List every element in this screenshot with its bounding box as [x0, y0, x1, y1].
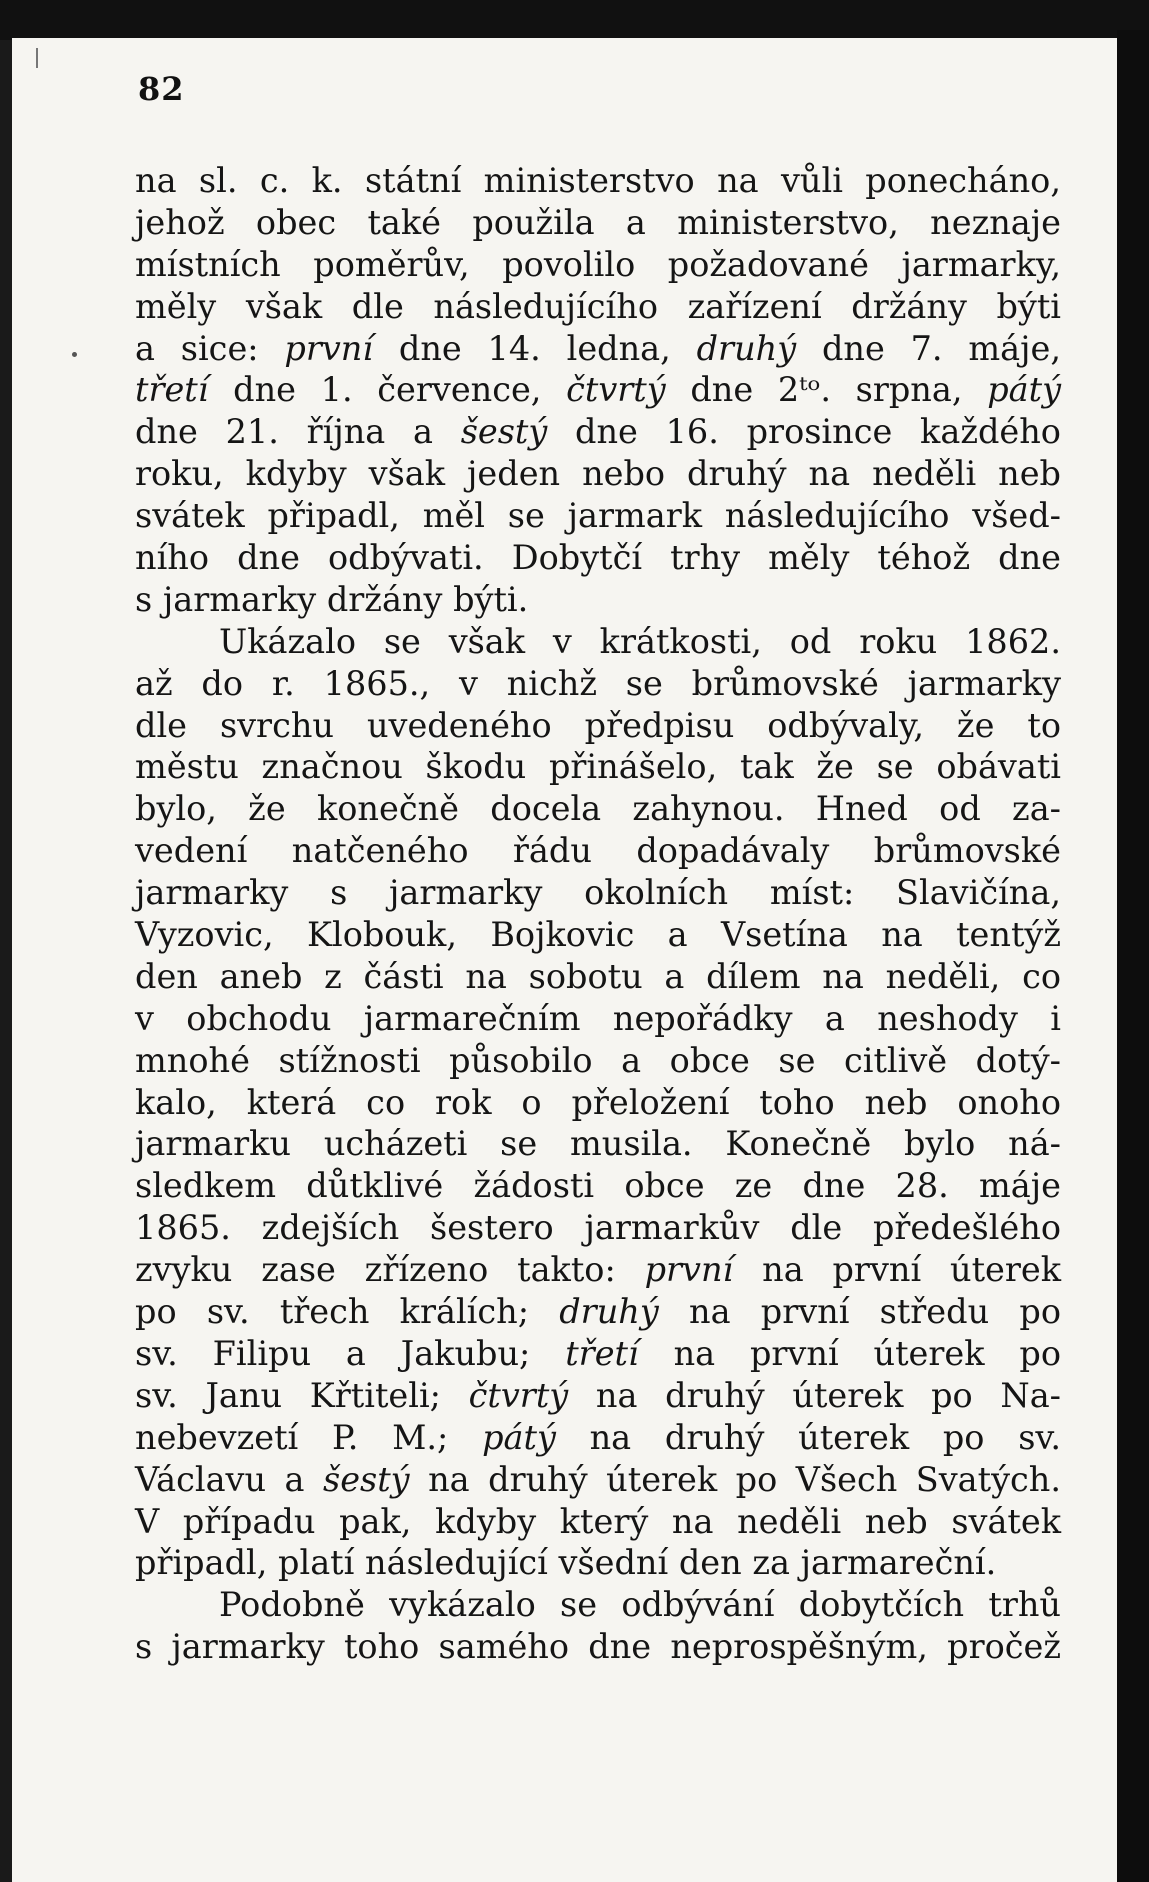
text-segment: Ukázalo se však v krátkosti, od roku 1862.: [219, 621, 1061, 661]
italic-segment: čtvrtý: [566, 370, 666, 410]
text-line: [135, 998, 1061, 1040]
text-line: [135, 1082, 1061, 1124]
text-segment: s jarmarky držány býti.: [135, 579, 529, 619]
italic-segment: třetí: [135, 370, 209, 410]
text-line: [135, 537, 1061, 579]
text-line: [135, 411, 1061, 453]
text-segment: připadl, platí následující všední den za jarmareční.: [135, 1543, 997, 1583]
italic-segment: pátý: [987, 370, 1061, 410]
italic-segment: třetí: [565, 1333, 639, 1373]
text-line: [135, 746, 1061, 788]
text-line: [135, 495, 1061, 537]
text-line: [135, 1626, 1061, 1668]
text-line: [135, 244, 1061, 286]
text-segment: zvyku zase zřízeno takto:: [135, 1250, 645, 1290]
text-segment: dne 2ᵗᵒ. srpna,: [665, 370, 988, 410]
text-line: [135, 1207, 1061, 1249]
text-line: [135, 1417, 1061, 1459]
text-segment: sv. Janu Křtiteli;: [135, 1375, 469, 1415]
text-segment: Vyzovic, Klobouk, Bojkovic a Vsetína na tentýž: [135, 915, 1061, 955]
text-line: [135, 788, 1061, 830]
text-segment: na druhý úterek po Na-: [568, 1375, 1061, 1415]
text-segment: den aneb z části na sobotu a dílem na neděli, co: [135, 956, 1061, 996]
text-segment: ního dne odbývati. Dobytčí trhy měly téhož dne: [135, 538, 1061, 578]
text-segment: jarmarky s jarmarky okolních míst: Slavičína,: [135, 873, 1061, 913]
italic-segment: pátý: [482, 1417, 556, 1457]
text-line: [135, 914, 1061, 956]
text-segment: až do r. 1865., v nichž se brůmovské jarmarky: [135, 663, 1061, 703]
text-segment: na první úterek: [733, 1250, 1061, 1290]
text-line: [135, 1040, 1061, 1082]
text-segment: jarmarku ucházeti se musila. Konečně bylo ná-: [135, 1124, 1061, 1164]
text-line: [135, 1249, 1061, 1291]
text-segment: a sice:: [135, 328, 285, 368]
text-line: [135, 663, 1061, 705]
text-segment: po sv. třech králích;: [135, 1292, 560, 1332]
text-line: [135, 1165, 1061, 1207]
page-edge-mark: [36, 48, 38, 68]
text-line: [135, 872, 1061, 914]
text-segment: dne 14. ledna,: [373, 328, 697, 368]
text-segment: vedení natčeného řádu dopadávaly brůmovské: [135, 831, 1061, 871]
text-segment: místních poměrův, povolilo požadované jarmarky,: [135, 244, 1061, 284]
text-line: [135, 328, 1061, 370]
text-segment: na druhý úterek po sv.: [555, 1417, 1061, 1457]
text-segment: sv. Filipu a Jakubu;: [135, 1333, 566, 1373]
text-line: [135, 1459, 1061, 1501]
text-segment: měly však dle následujícího zařízení držány býti: [135, 286, 1061, 326]
text-segment: dle svrchu uvedeného předpisu odbývaly, že to: [135, 705, 1061, 745]
text-segment: sledkem důtklivé žádosti obce ze dne 28. máje: [135, 1166, 1061, 1206]
text-line: [135, 286, 1061, 328]
text-line: [135, 1123, 1061, 1165]
text-line: [135, 956, 1061, 998]
text-segment: nebevzetí P. M.;: [135, 1417, 483, 1457]
text-segment: dne 16. prosince každého: [547, 412, 1061, 452]
text-segment: dne 1. července,: [208, 370, 567, 410]
scan-border-right: [1117, 30, 1149, 1882]
text-line: [135, 202, 1061, 244]
text-segment: Václavu a: [135, 1459, 323, 1499]
text-line: [135, 621, 1061, 663]
body-text: [135, 160, 1061, 1668]
text-segment: na sl. c. k. státní ministerstvo na vůli ponecháno,: [135, 161, 1061, 200]
text-segment: na první středu po: [658, 1292, 1061, 1332]
text-line: [135, 1333, 1061, 1375]
text-segment: 1865. zdejších šestero jarmarkův dle předešlého: [135, 1208, 1061, 1248]
italic-segment: druhý: [696, 328, 797, 368]
scan-border-top: [0, 0, 1149, 40]
text-line: [135, 1542, 1061, 1584]
text-line: [135, 1375, 1061, 1417]
italic-segment: šestý: [323, 1459, 410, 1499]
italic-segment: šestý: [460, 412, 548, 452]
text-line: [135, 830, 1061, 872]
text-segment: městu značnou škodu přinášelo, tak že se obávati: [135, 747, 1061, 787]
text-segment: s jarmarky toho samého dne neprospěšným, pročež: [135, 1627, 1061, 1667]
text-line: [135, 579, 1061, 621]
italic-segment: první: [284, 328, 374, 368]
text-segment: roku, kdyby však jeden nebo druhý na neděli neb: [135, 454, 1061, 494]
text-segment: bylo, že konečně docela zahynou. Hned od za-: [135, 789, 1061, 829]
text-segment: jehož obec také použila a ministerstvo, neznaje: [135, 202, 1061, 242]
text-line: [135, 1501, 1061, 1543]
text-line: [135, 160, 1061, 202]
text-segment: Podobně vykázalo se odbývání dobytčích trhů: [219, 1585, 1061, 1625]
text-line: [135, 705, 1061, 747]
text-segment: na druhý úterek po Všech Svatých.: [409, 1459, 1062, 1499]
text-segment: v obchodu jarmarečním nepořádky a neshody i: [135, 998, 1061, 1038]
text-line: [135, 1584, 1061, 1626]
text-segment: svátek připadl, měl se jarmark následujícího všed-: [135, 496, 1061, 536]
text-segment: mnohé stížnosti působilo a obce se citlivě dotý-: [135, 1040, 1061, 1080]
text-segment: dne 21. října a: [135, 412, 461, 452]
italic-segment: první: [644, 1250, 734, 1290]
italic-segment: čtvrtý: [468, 1375, 569, 1415]
text-segment: V případu pak, kdyby který na neděli neb svátek: [135, 1501, 1061, 1541]
text-line: [135, 369, 1061, 411]
text-segment: na první úterek po: [638, 1333, 1061, 1373]
italic-segment: druhý: [559, 1292, 659, 1332]
text-segment: kalo, která co rok o přeložení toho neb onoho: [135, 1082, 1061, 1122]
page-number: 82: [138, 70, 185, 108]
text-segment: dne 7. máje,: [796, 328, 1061, 368]
print-speck: [72, 352, 77, 357]
text-line: [135, 453, 1061, 495]
text-line: [135, 1291, 1061, 1333]
